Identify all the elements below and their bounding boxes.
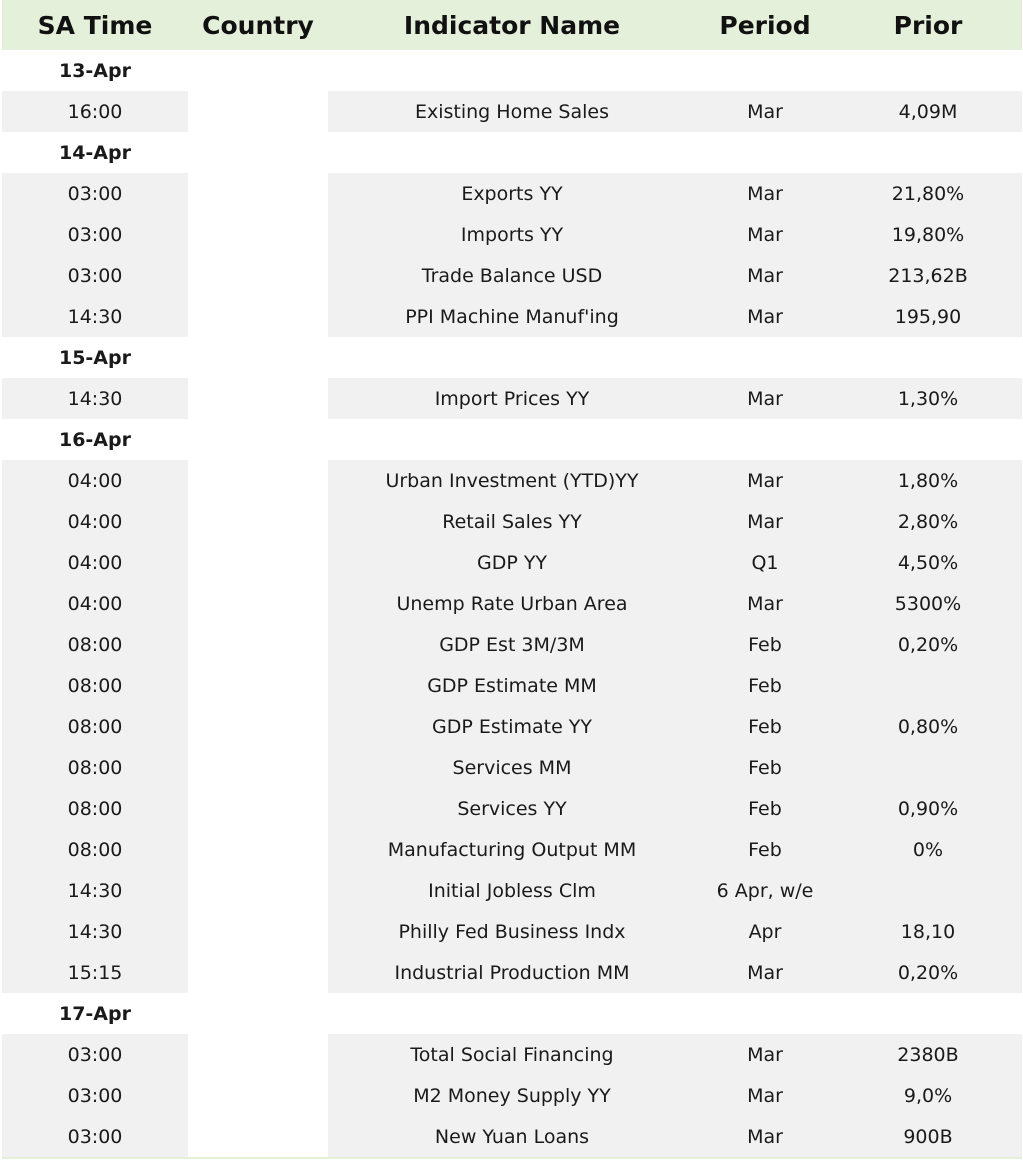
table-bottom-border — [2, 1157, 1022, 1159]
period-cell: Mar — [696, 296, 834, 337]
time-cell: 03:00 — [2, 1034, 188, 1075]
country-cell — [188, 1034, 328, 1075]
period-cell: Feb — [696, 788, 834, 829]
prior-cell: 0% — [834, 829, 1022, 870]
empty-cell — [188, 419, 328, 460]
table-row[interactable] — [2, 1075, 1022, 1116]
empty-cell — [696, 993, 834, 1034]
table-row[interactable] — [2, 542, 1022, 583]
empty-cell — [328, 337, 696, 378]
indicator-cell: Trade Balance USD — [328, 255, 696, 296]
indicator-cell: Industrial Production MM — [328, 952, 696, 993]
table-row[interactable] — [2, 501, 1022, 542]
country-cell — [188, 583, 328, 624]
prior-cell: 21,80% — [834, 173, 1022, 214]
prior-cell: 4,50% — [834, 542, 1022, 583]
table-row[interactable] — [2, 255, 1022, 296]
period-cell: Mar — [696, 583, 834, 624]
indicator-cell: Initial Jobless Clm — [328, 870, 696, 911]
time-cell: 08:00 — [2, 665, 188, 706]
prior-cell: 0,80% — [834, 706, 1022, 747]
empty-cell — [696, 337, 834, 378]
period-cell: Mar — [696, 214, 834, 255]
date-group-row — [2, 50, 1022, 91]
table-row[interactable] — [2, 706, 1022, 747]
table-row[interactable] — [2, 788, 1022, 829]
economic-calendar-table — [2, 0, 1022, 1157]
country-cell — [188, 1075, 328, 1116]
prior-cell: 0,90% — [834, 788, 1022, 829]
prior-cell: 0,20% — [834, 624, 1022, 665]
period-cell: 6 Apr, w/e — [696, 870, 834, 911]
time-cell: 08:00 — [2, 747, 188, 788]
empty-cell — [188, 132, 328, 173]
prior-cell — [834, 870, 1022, 911]
indicator-cell: New Yuan Loans — [328, 1116, 696, 1157]
table-row[interactable] — [2, 911, 1022, 952]
prior-cell: 2380B — [834, 1034, 1022, 1075]
prior-cell: 195,90 — [834, 296, 1022, 337]
period-cell: Mar — [696, 173, 834, 214]
time-cell: 08:00 — [2, 706, 188, 747]
table-row[interactable] — [2, 214, 1022, 255]
table-row[interactable] — [2, 870, 1022, 911]
country-cell — [188, 829, 328, 870]
period-cell: Feb — [696, 665, 834, 706]
country-cell — [188, 91, 328, 132]
period-cell: Mar — [696, 952, 834, 993]
period-cell: Mar — [696, 1034, 834, 1075]
time-cell: 14:30 — [2, 296, 188, 337]
table-row[interactable] — [2, 296, 1022, 337]
indicator-cell: M2 Money Supply YY — [328, 1075, 696, 1116]
country-cell — [188, 460, 328, 501]
empty-cell — [696, 132, 834, 173]
time-cell: 08:00 — [2, 829, 188, 870]
time-cell: 04:00 — [2, 501, 188, 542]
date-label: 13-Apr — [2, 50, 188, 91]
prior-cell: 1,30% — [834, 378, 1022, 419]
time-cell: 14:30 — [2, 911, 188, 952]
prior-cell — [834, 665, 1022, 706]
prior-cell — [834, 747, 1022, 788]
period-cell: Mar — [696, 378, 834, 419]
empty-cell — [696, 50, 834, 91]
country-cell — [188, 665, 328, 706]
empty-cell — [834, 993, 1022, 1034]
table-row[interactable] — [2, 1034, 1022, 1075]
date-label: 14-Apr — [2, 132, 188, 173]
header-row — [2, 0, 1022, 50]
indicator-cell: Retail Sales YY — [328, 501, 696, 542]
period-cell: Mar — [696, 1075, 834, 1116]
empty-cell — [328, 50, 696, 91]
date-group-row — [2, 993, 1022, 1034]
header-sa-time[interactable]: SA Time — [2, 0, 188, 50]
date-label: 16-Apr — [2, 419, 188, 460]
period-cell: Mar — [696, 460, 834, 501]
table-body — [2, 50, 1022, 1157]
period-cell: Mar — [696, 501, 834, 542]
date-label: 15-Apr — [2, 337, 188, 378]
country-cell — [188, 1116, 328, 1157]
table-row[interactable] — [2, 91, 1022, 132]
period-cell: Mar — [696, 1116, 834, 1157]
time-cell: 15:15 — [2, 952, 188, 993]
time-cell: 04:00 — [2, 583, 188, 624]
country-cell — [188, 911, 328, 952]
prior-cell: 213,62B — [834, 255, 1022, 296]
prior-cell: 19,80% — [834, 214, 1022, 255]
indicator-cell: Import Prices YY — [328, 378, 696, 419]
prior-cell: 2,80% — [834, 501, 1022, 542]
period-cell: Feb — [696, 706, 834, 747]
country-cell — [188, 378, 328, 419]
time-cell: 03:00 — [2, 214, 188, 255]
indicator-cell: GDP Estimate MM — [328, 665, 696, 706]
indicator-cell: Urban Investment (YTD)YY — [328, 460, 696, 501]
time-cell: 08:00 — [2, 788, 188, 829]
period-cell: Mar — [696, 255, 834, 296]
period-cell: Feb — [696, 747, 834, 788]
country-cell — [188, 706, 328, 747]
time-cell: 14:30 — [2, 378, 188, 419]
indicator-cell: Services MM — [328, 747, 696, 788]
header-prior[interactable]: Prior — [834, 0, 1022, 50]
table-row[interactable] — [2, 173, 1022, 214]
country-cell — [188, 952, 328, 993]
date-label: 17-Apr — [2, 993, 188, 1034]
table-row[interactable] — [2, 624, 1022, 665]
indicator-cell: Imports YY — [328, 214, 696, 255]
prior-cell: 4,09M — [834, 91, 1022, 132]
indicator-cell: GDP YY — [328, 542, 696, 583]
time-cell: 04:00 — [2, 542, 188, 583]
period-cell: Apr — [696, 911, 834, 952]
indicator-cell: Philly Fed Business Indx — [328, 911, 696, 952]
empty-cell — [834, 337, 1022, 378]
country-cell — [188, 173, 328, 214]
table-row[interactable] — [2, 829, 1022, 870]
table-header — [2, 0, 1022, 50]
empty-cell — [328, 132, 696, 173]
empty-cell — [834, 419, 1022, 460]
indicator-cell: GDP Estimate YY — [328, 706, 696, 747]
table-row[interactable] — [2, 665, 1022, 706]
empty-cell — [328, 419, 696, 460]
empty-cell — [328, 993, 696, 1034]
table-row[interactable] — [2, 460, 1022, 501]
header-country[interactable]: Country — [188, 0, 328, 50]
prior-cell: 5300% — [834, 583, 1022, 624]
period-cell: Feb — [696, 829, 834, 870]
empty-cell — [188, 993, 328, 1034]
time-cell: 04:00 — [2, 460, 188, 501]
country-cell — [188, 747, 328, 788]
country-cell — [188, 214, 328, 255]
table-row[interactable] — [2, 1116, 1022, 1157]
empty-cell — [696, 419, 834, 460]
empty-cell — [834, 132, 1022, 173]
indicator-cell: Existing Home Sales — [328, 91, 696, 132]
empty-cell — [834, 50, 1022, 91]
country-cell — [188, 542, 328, 583]
prior-cell: 1,80% — [834, 460, 1022, 501]
time-cell: 14:30 — [2, 870, 188, 911]
indicator-cell: GDP Est 3M/3M — [328, 624, 696, 665]
table-row[interactable] — [2, 952, 1022, 993]
date-group-row — [2, 419, 1022, 460]
header-period[interactable]: Period — [696, 0, 834, 50]
country-cell — [188, 255, 328, 296]
table-row[interactable] — [2, 583, 1022, 624]
indicator-cell: Total Social Financing — [328, 1034, 696, 1075]
period-cell: Q1 — [696, 542, 834, 583]
prior-cell: 0,20% — [834, 952, 1022, 993]
date-group-row — [2, 132, 1022, 173]
indicator-cell: Manufacturing Output MM — [328, 829, 696, 870]
country-cell — [188, 870, 328, 911]
empty-cell — [188, 50, 328, 91]
period-cell: Mar — [696, 91, 834, 132]
time-cell: 03:00 — [2, 1116, 188, 1157]
country-cell — [188, 624, 328, 665]
table-row[interactable] — [2, 747, 1022, 788]
table-row[interactable] — [2, 378, 1022, 419]
date-group-row — [2, 337, 1022, 378]
header-indicator-name[interactable]: Indicator Name — [328, 0, 696, 50]
prior-cell: 900B — [834, 1116, 1022, 1157]
time-cell: 08:00 — [2, 624, 188, 665]
indicator-cell: Unemp Rate Urban Area — [328, 583, 696, 624]
country-cell — [188, 788, 328, 829]
prior-cell: 9,0% — [834, 1075, 1022, 1116]
time-cell: 03:00 — [2, 173, 188, 214]
indicator-cell: PPI Machine Manuf'ing — [328, 296, 696, 337]
empty-cell — [188, 337, 328, 378]
country-cell — [188, 501, 328, 542]
prior-cell: 18,10 — [834, 911, 1022, 952]
time-cell: 03:00 — [2, 255, 188, 296]
time-cell: 16:00 — [2, 91, 188, 132]
period-cell: Feb — [696, 624, 834, 665]
time-cell: 03:00 — [2, 1075, 188, 1116]
indicator-cell: Exports YY — [328, 173, 696, 214]
country-cell — [188, 296, 328, 337]
indicator-cell: Services YY — [328, 788, 696, 829]
